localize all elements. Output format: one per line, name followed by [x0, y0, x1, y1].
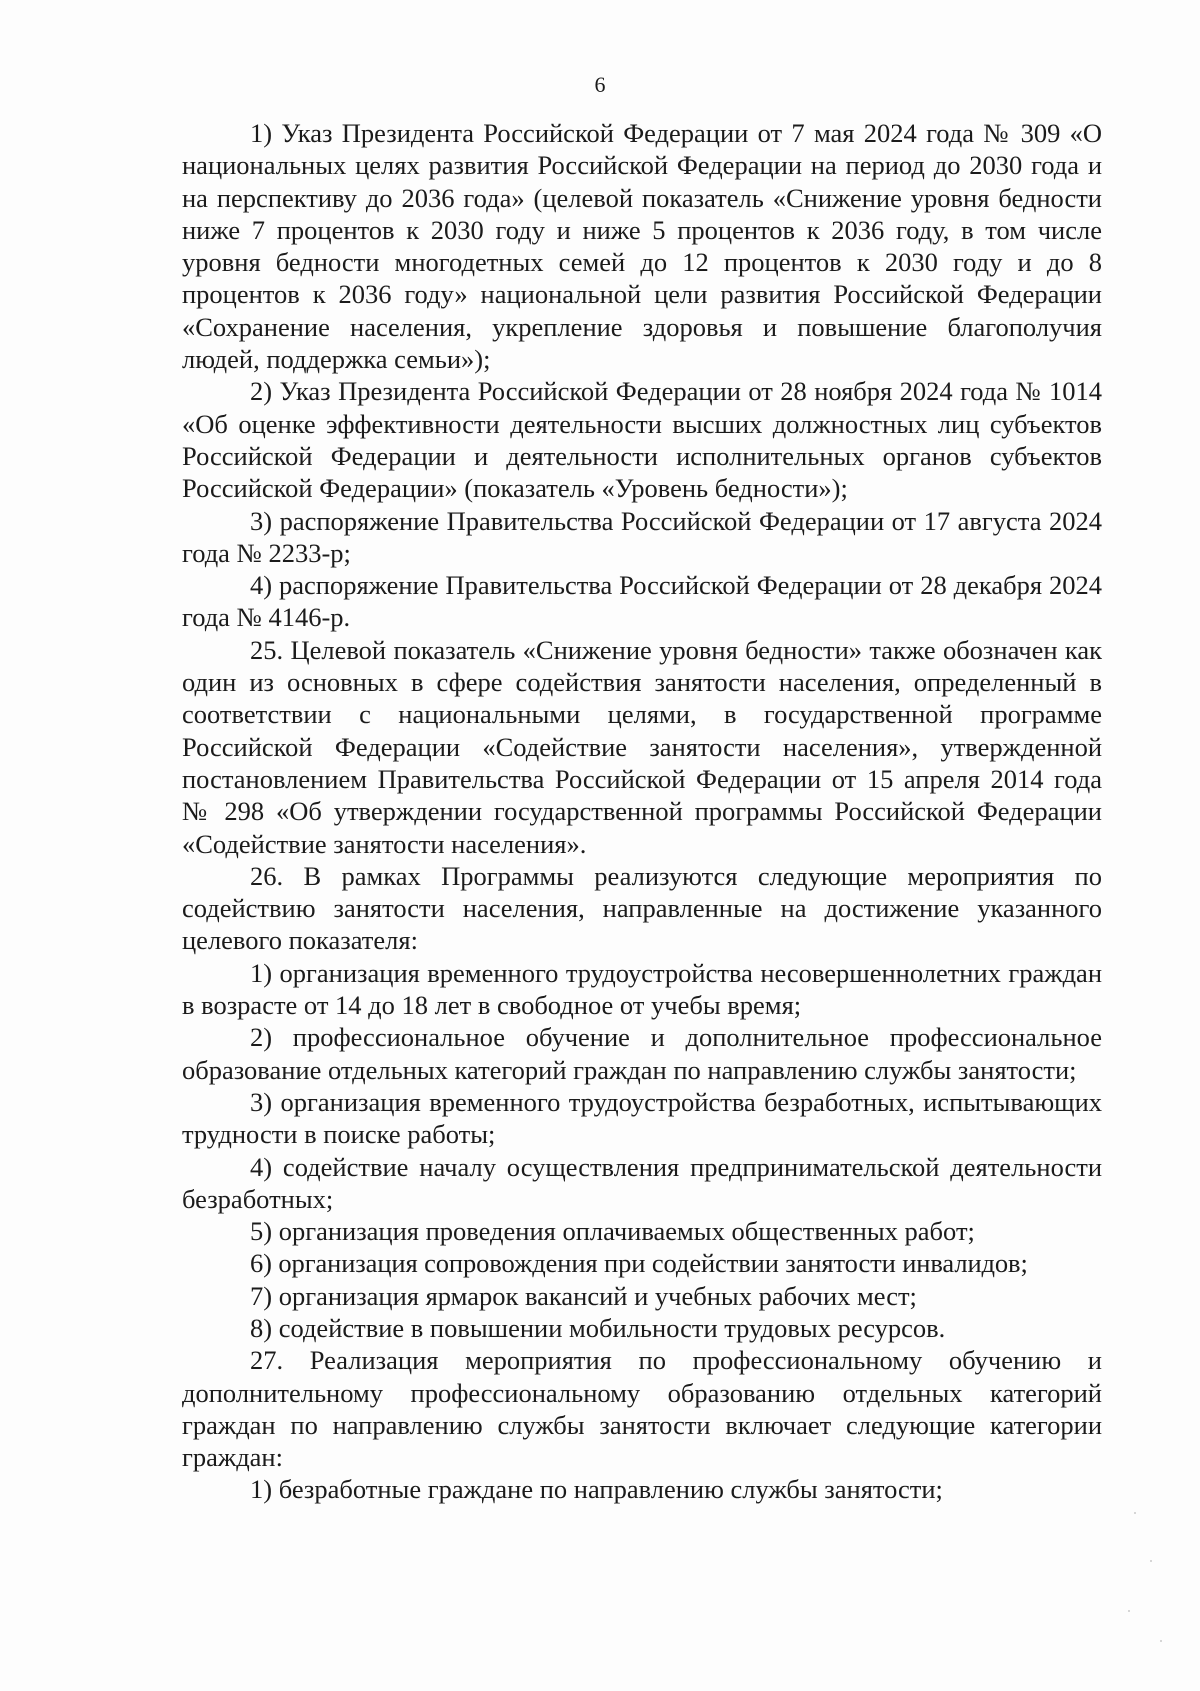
scan-speck [1150, 1560, 1152, 1562]
scan-speck [1128, 1610, 1130, 1612]
paragraph-decree-309: 1) Указ Президента Российской Федерации от 7 мая 2024 года № 309 «О национальных целях развития Российской Федерации на период до 2030 года и на перспективу до 2036 года» (целевой показатель «Снижение уровня бедности ниже 7 процентов к 2030 году и ниже 5 процентов к 2036 году, в том числе уровня бедности многодетных семей до 12 процентов к 2030 году и до 8 процентов к 2036 году» национальной цели развития Российской Федерации «Сохранение населения, укрепление здоровья и повышение благополучия людей, поддержка семьи»); [182, 118, 1102, 375]
scan-speck [1160, 1640, 1162, 1642]
list-item-5: 5) организация проведения оплачиваемых общественных работ; [250, 1216, 975, 1247]
list-item-3: 3) организация временного трудоустройства безработных, испытывающих трудности в поиске работы; [182, 1086, 1102, 1150]
paragraph-26: 26. В рамках Программы реализуются следующие мероприятия по содействию занятости населения, направленные на достижение указанного целевого показателя: [182, 860, 1102, 956]
list-item-2: 2) профессиональное обучение и дополнительное профессиональное образование отдельных категорий граждан по направлению службы занятости; [182, 1022, 1102, 1085]
list-item-1: 1) организация временного трудоустройства несовершеннолетних граждан в возрасте от 14 до 18 лет в свободное от учебы время; [182, 957, 1102, 1021]
paragraph-25: 25. Целевой показатель «Снижение уровня бедности» также обозначен как один из основных в сфере содействия занятости населения, определенный в соответствии с национальными целями, в государственной программе Российской Федерации «Содействие занятости населения», утвержденной постановлением Правительства Российской Федерации от 15 апреля 2014 года № 298 «Об утверждении государственной программы Российской Федерации «Содействие занятости населения». [182, 634, 1102, 859]
page-number: 6 [594, 72, 606, 97]
scan-speck [1134, 1512, 1136, 1514]
list-item-8: 8) содействие в повышении мобильности трудовых ресурсов. [250, 1312, 946, 1343]
paragraph-order-2233: 3) распоряжение Правительства Российской Федерации от 17 августа 2024 года № 2233-р; [182, 505, 1102, 568]
list-item-6: 6) организация сопровождения при содействии занятости инвалидов; [250, 1248, 1028, 1279]
paragraph-decree-1014: 2) Указ Президента Российской Федерации от 28 ноября 2024 года № 1014 «Об оценке эффективности деятельности высших должностных лиц субъектов Российской Федерации и деятельности исполнительных органов субъектов Российской Федерации» (показатель «Уровень бедности»); [182, 376, 1102, 504]
paragraph-order-4146: 4) распоряжение Правительства Российской Федерации от 28 декабря 2024 года № 4146-р. [182, 570, 1102, 633]
list-item-7: 7) организация ярмарок вакансий и учебных рабочих мест; [250, 1280, 917, 1311]
list-item-4: 4) содействие началу осуществления предпринимательской деятельности безработных; [182, 1151, 1102, 1214]
document-body [182, 117, 1102, 1506]
paragraph-27: 27. Реализация мероприятия по профессиональному обучению и дополнительному профессиональному образованию отдельных категорий граждан по направлению службы занятости включает следующие категории граждан: [182, 1345, 1102, 1473]
list-item-27-1: 1) безработные граждане по направлению службы занятости; [250, 1474, 943, 1505]
